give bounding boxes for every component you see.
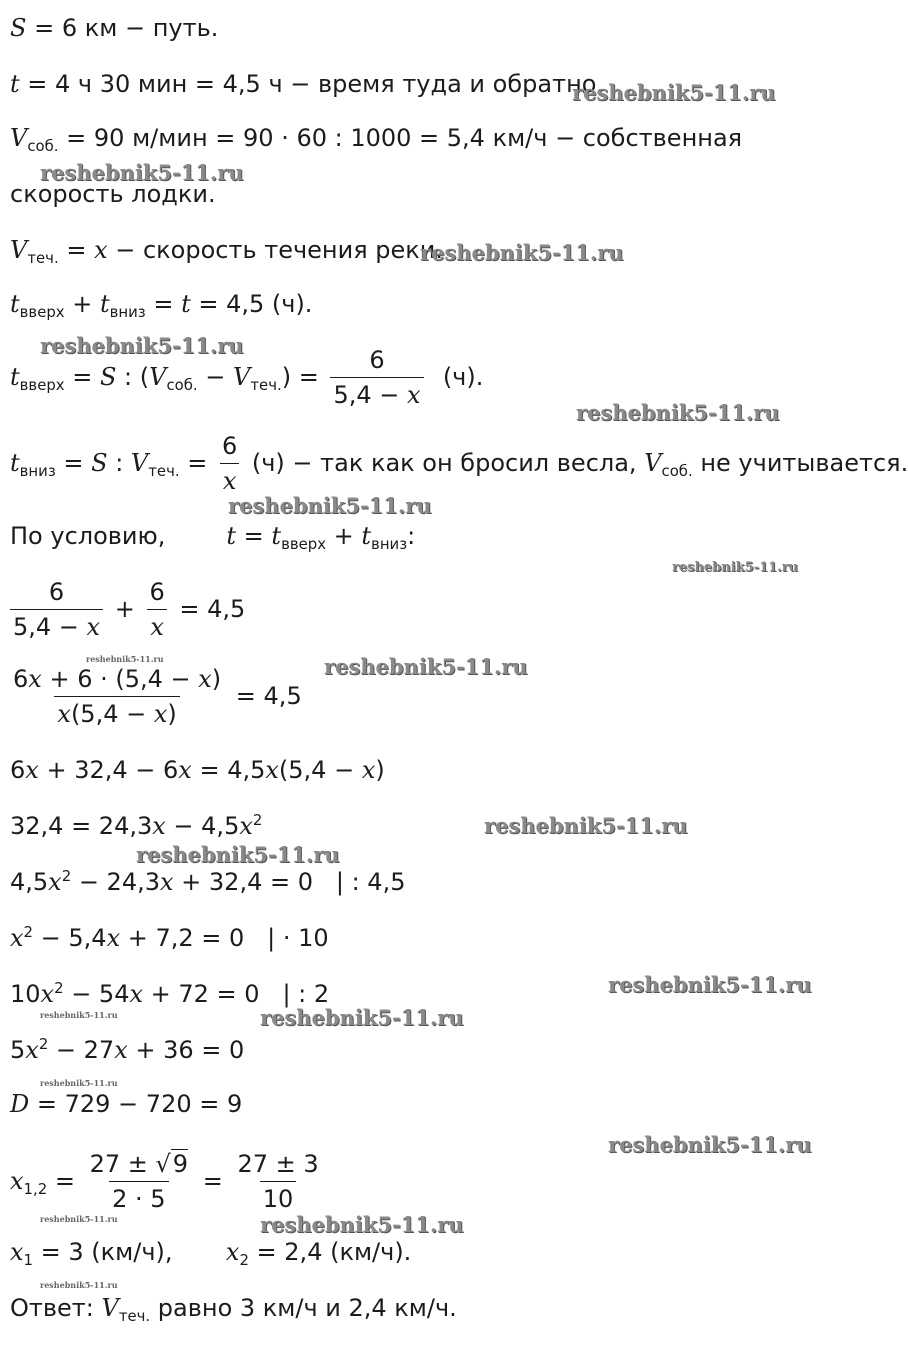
watermark: reshebnik5-11.ru <box>576 400 780 425</box>
watermark: reshebnik5-11.ru <box>324 654 528 679</box>
watermark: reshebnik5-11.ru <box>40 333 244 358</box>
answer: Ответ: $V_{теч.}$ равно 3 км/ч и 2,4 км/ч. <box>10 1294 457 1326</box>
watermark: reshebnik5-11.ru <box>484 813 688 838</box>
watermark: reshebnik5-11.ru <box>420 240 624 265</box>
line-time-up: $t_{вверх} = S$ : $(V_{соб.} - V_{теч.})$ = $\frac{6}{5,4 - x}$ (ч). <box>10 346 484 409</box>
watermark: reshebnik5-11.ru <box>40 1010 118 1020</box>
eq-root-values: $x_1 = 3$ (км/ч), $x_2 = 2,4$ (км/ч). <box>10 1238 412 1270</box>
line-time-down: $t_{вниз} = S$ : $V_{теч.}$ = $\frac{6}{x}$ (ч) − так как он бросил весла, $V_{соб.}$ не учитывается. <box>10 432 908 495</box>
line-own-speed-cont: скорость лодки. <box>10 180 216 208</box>
eq-roots: $x_{1,2}$ = $\frac{27 \pm √9}{2 \cdot 5}$ = $\frac{27 \pm 3}{10}$ <box>10 1150 319 1213</box>
eq-5: $4,5x^2 - 24,3x + 32,4 = 0$ | : 4,5 <box>10 867 406 896</box>
line-time: t = 4 ч 30 мин = 4,5 ч − время туда и обратно. <box>10 70 605 98</box>
watermark: reshebnik5-11.ru <box>260 1212 464 1237</box>
watermark: reshebnik5-11.ru <box>228 493 432 518</box>
eq-1: $\frac{6}{5,4 - x}$ + $\frac{6}{x}$ = 4,5 <box>10 578 245 642</box>
watermark: reshebnik5-11.ru <box>608 972 812 997</box>
line-path: S = 6 км − путь. <box>10 14 219 42</box>
watermark: reshebnik5-11.ru <box>86 654 164 664</box>
eq-4: $32,4 = 24,3x - 4,5x^2$ <box>10 811 263 840</box>
watermark: reshebnik5-11.ru <box>608 1132 812 1157</box>
watermark: reshebnik5-11.ru <box>572 80 776 105</box>
eq-6: $x^2 - 5,4x + 7,2 = 0$ | · 10 <box>10 923 329 952</box>
eq-2: $\frac{6x + 6 \cdot (5,4 - x)}{x(5,4 - x)}$ = 4,5 <box>13 665 302 728</box>
watermark: reshebnik5-11.ru <box>260 1005 464 1030</box>
watermark: reshebnik5-11.ru <box>40 1214 118 1224</box>
line-own-speed: $V_{соб.} = 90$ м/мин = 90 · 60 : 1000 = 5,4 км/ч − собственная <box>10 124 743 156</box>
line-condition: По условию, $t = t_{вверх} + t_{вниз}$: <box>10 522 416 554</box>
watermark: reshebnik5-11.ru <box>40 1078 118 1088</box>
line-time-sum: $t_{вверх} + t_{вниз} = t = 4,5$ (ч). <box>10 290 313 322</box>
watermark: reshebnik5-11.ru <box>672 560 799 575</box>
eq-discriminant: D = 729 − 720 = 9 <box>10 1090 243 1118</box>
line-current-speed: $V_{теч.} = x$ − скорость течения реки. <box>10 236 443 268</box>
eq-8: $5x^2 - 27x + 36 = 0$ <box>10 1035 245 1064</box>
eq-3: 6x + 32,4 − 6x = 4,5x(5,4 − x) <box>10 756 385 784</box>
watermark: reshebnik5-11.ru <box>40 1280 118 1290</box>
watermark: reshebnik5-11.ru <box>136 842 340 867</box>
watermark: reshebnik5-11.ru <box>40 160 244 185</box>
eq-7: $10x^2 - 54x + 72 = 0$ | : 2 <box>10 979 330 1008</box>
